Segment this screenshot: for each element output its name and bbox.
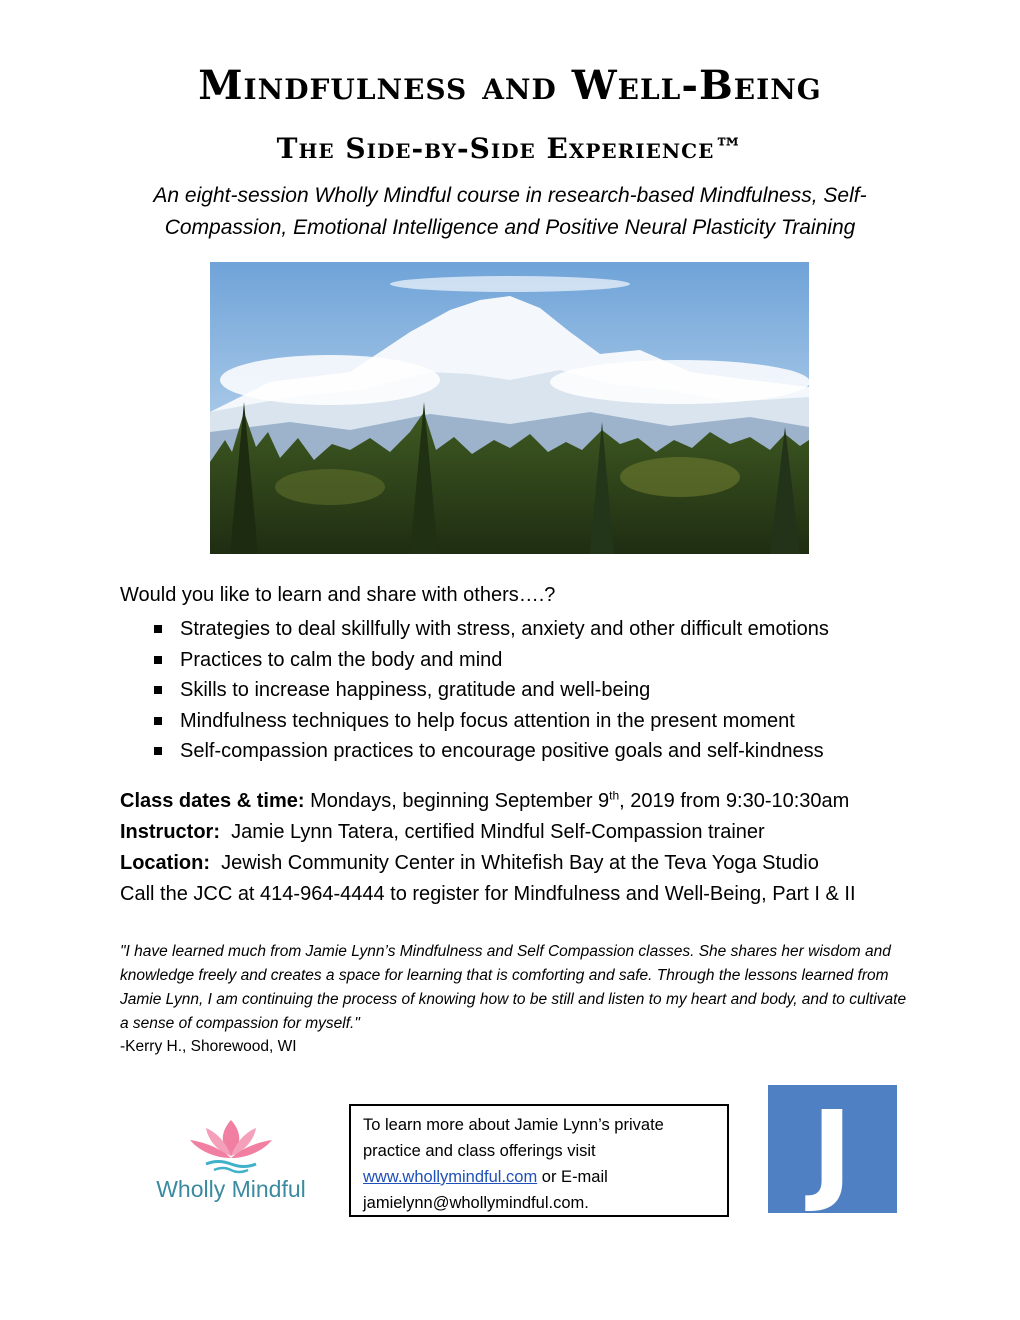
list-item: Strategies to deal skillfully with stress, anxiety and other difficult emotions xyxy=(150,614,829,645)
testimonial-attribution: -Kerry H., Shorewood, WI xyxy=(120,1038,297,1055)
list-item: Practices to calm the body and mind xyxy=(150,645,829,676)
list-item: Skills to increase happiness, gratitude and well-being xyxy=(150,675,829,706)
testimonial-quote: "I have learned much from Jamie Lynn’s Mindfulness and Self Compassion classes. She shares her wisdom and knowledge freely and creates a space for learning that is comforting and safe. Through the lessons learned from Jamie Lynn, I am continuing the process of knowing how to be still and listen to my heart and body, and to cultivate a sense of compassion for myself." xyxy=(120,943,907,1032)
mountain-photo xyxy=(210,262,809,554)
page-title: Mindfulness and Well-Being xyxy=(198,62,822,109)
instructor-line: Instructor: Jamie Lynn Tatera, certified Mindful Self-Compassion trainer xyxy=(120,821,765,843)
lotus-icon xyxy=(190,1120,272,1158)
bullet-square-icon xyxy=(154,717,162,725)
intro-line-1: An eight-session Wholly Mindful course in research-based Mindfulness, Self- xyxy=(153,184,867,207)
bullet-square-icon xyxy=(154,656,162,664)
list-item: Mindfulness techniques to help focus attention in the present moment xyxy=(150,706,829,737)
page-subtitle: The Side-by-Side Experience™ xyxy=(276,132,744,165)
jcc-logo-letter: J xyxy=(811,1087,853,1213)
benefits-list xyxy=(150,614,829,767)
wholly-mindful-logo xyxy=(136,1112,326,1217)
contact-line-2: practice and class offerings visit xyxy=(363,1142,596,1160)
contact-email: jamielynn@whollymindful.com. xyxy=(363,1194,589,1212)
website-link[interactable]: www.whollymindful.com xyxy=(363,1168,538,1186)
location-line: Location: Jewish Community Center in Whitefish Bay at the Teva Yoga Studio xyxy=(120,852,819,874)
water-wave-icon xyxy=(206,1162,256,1173)
registration-line: Call the JCC at 414-964-4444 to register for Mindfulness and Well-Being, Part I & II xyxy=(120,883,856,905)
class-details xyxy=(120,786,856,910)
bullet-square-icon xyxy=(154,747,162,755)
class-dates-line: Class dates & time: Mondays, beginning September 9th, 2019 from 9:30-10:30am xyxy=(120,788,850,812)
bullet-square-icon xyxy=(154,625,162,633)
contact-line-1: To learn more about Jamie Lynn’s private xyxy=(363,1116,664,1134)
contact-line-3: www.whollymindful.com or E-mail xyxy=(363,1168,608,1186)
contact-box xyxy=(349,1104,729,1217)
list-item: Self-compassion practices to encourage positive goals and self-kindness xyxy=(150,736,829,767)
jcc-logo xyxy=(768,1085,897,1213)
intro-line-2: Compassion, Emotional Intelligence and Positive Neural Plasticity Training xyxy=(164,216,856,239)
benefits-question: Would you like to learn and share with others….? xyxy=(120,584,556,606)
wholly-mindful-logo-text: Wholly Mindful xyxy=(156,1176,306,1202)
course-intro xyxy=(110,180,910,244)
bullet-square-icon xyxy=(154,686,162,694)
